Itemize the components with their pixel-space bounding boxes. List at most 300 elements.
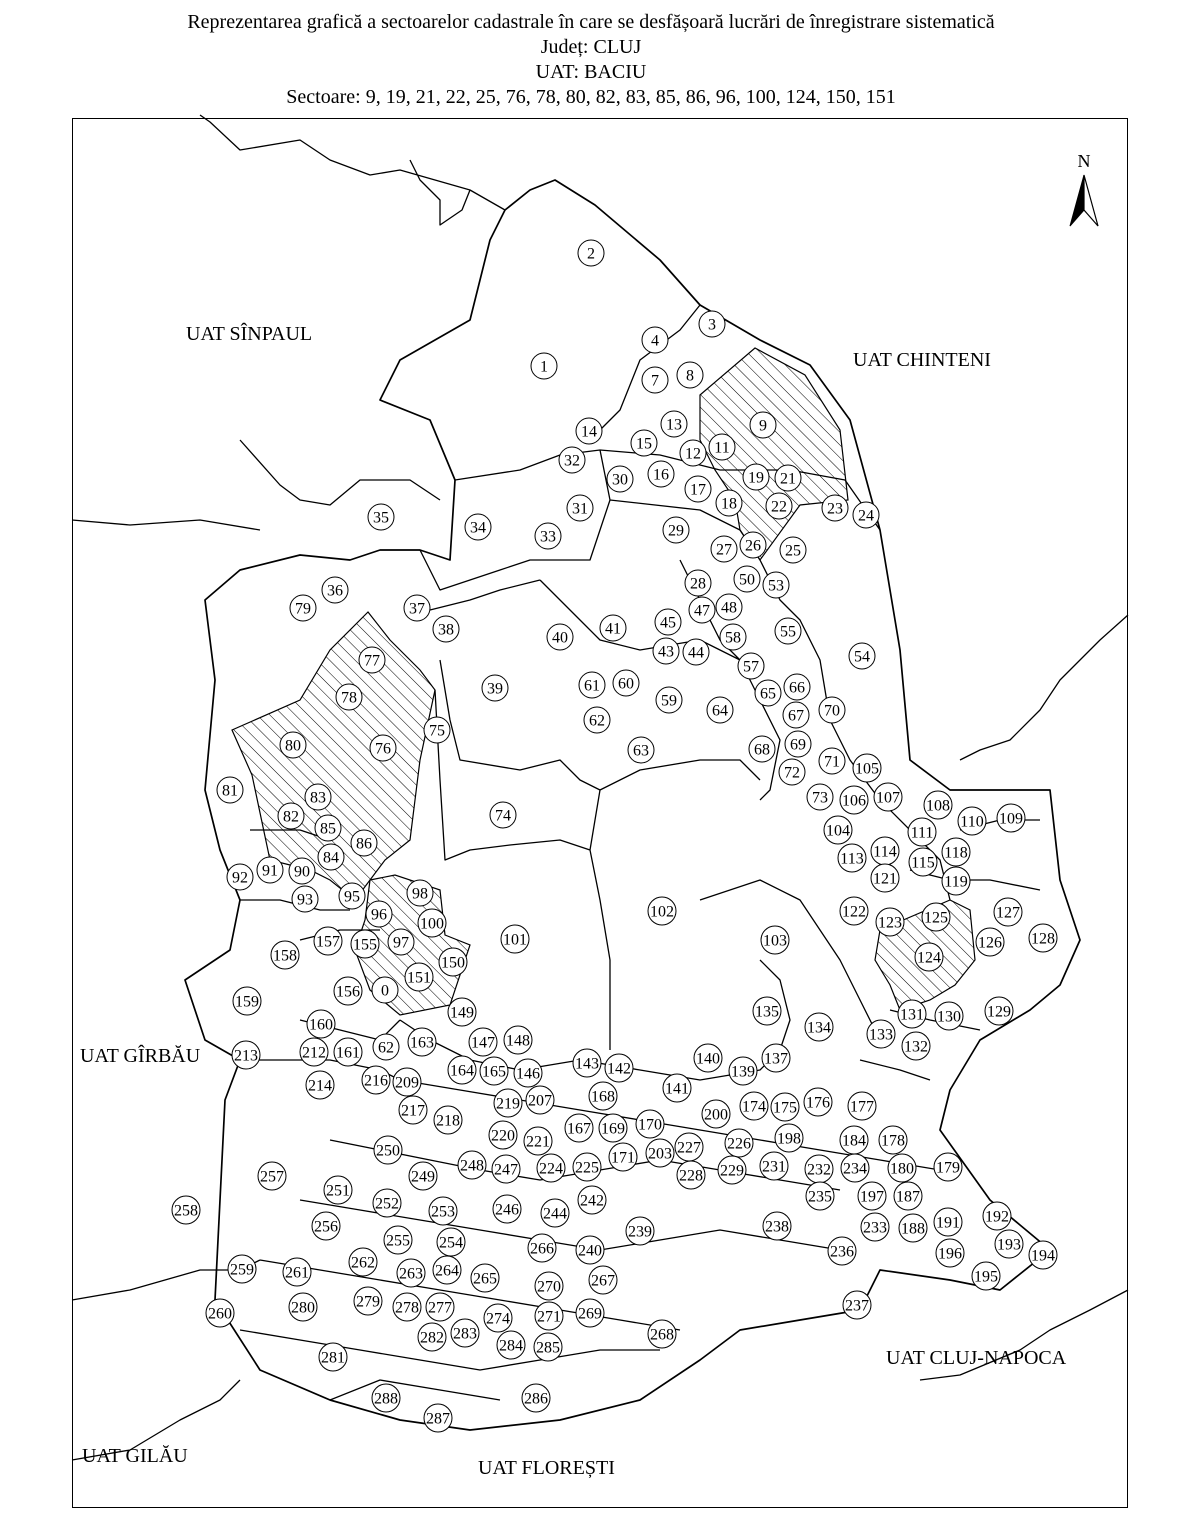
- sector-label: [631, 430, 657, 456]
- sector-label: [1029, 924, 1057, 952]
- sector-number: 252: [375, 1195, 399, 1213]
- sector-number: 95: [344, 888, 360, 906]
- sector-number: 92: [232, 869, 248, 887]
- sector-label: [319, 1343, 347, 1371]
- sector-label: [648, 897, 676, 925]
- sector-label: [314, 927, 342, 955]
- sector-number: 174: [742, 1098, 766, 1116]
- sector-label: [312, 1212, 340, 1240]
- sector-number: 168: [591, 1088, 615, 1106]
- sector-number: 30: [612, 471, 628, 489]
- sector-number: 41: [605, 620, 621, 638]
- sector-label: [493, 1195, 521, 1223]
- sector-label: [775, 618, 801, 644]
- sector-number: 67: [788, 707, 804, 725]
- sector-label: [838, 844, 866, 872]
- sector-number: 102: [650, 903, 674, 921]
- sector-number: 260: [208, 1305, 232, 1323]
- sector-label: [843, 1291, 871, 1319]
- sector-number: 203: [648, 1145, 672, 1163]
- sector-number: 11: [714, 439, 730, 457]
- sector-number: 207: [528, 1092, 552, 1110]
- sector-label: [388, 929, 414, 955]
- sector-label: [433, 1256, 461, 1284]
- sector-label: [766, 493, 792, 519]
- sector-number: 237: [845, 1297, 869, 1315]
- sector-label: [283, 1258, 311, 1286]
- sector-number: 264: [435, 1262, 459, 1280]
- sector-number: 29: [668, 522, 684, 540]
- sector-number: 178: [881, 1132, 905, 1150]
- sector-number: 253: [431, 1203, 455, 1221]
- sector-number: 109: [999, 810, 1023, 828]
- sector-label: [567, 495, 593, 521]
- sector-number: 228: [679, 1167, 703, 1185]
- sector-label: [972, 1262, 1000, 1290]
- sector-number: 234: [843, 1160, 867, 1178]
- sector-number: 28: [690, 575, 706, 593]
- sector-number: 93: [297, 891, 313, 909]
- sector-label: [227, 864, 253, 890]
- sector-number: 65: [760, 685, 776, 703]
- sector-number: 176: [806, 1094, 830, 1112]
- sector-number: 127: [996, 904, 1020, 922]
- sector-number: 129: [987, 1003, 1011, 1021]
- sector-number: 254: [439, 1234, 463, 1252]
- sector-label: [685, 476, 711, 502]
- label-uat-cluj-napoca: UAT CLUJ-NAPOCA: [886, 1347, 1067, 1369]
- sector-number: 159: [235, 993, 259, 1011]
- sector-label: [534, 1333, 562, 1361]
- sector-label: [206, 1299, 234, 1327]
- sector-number: 280: [291, 1299, 315, 1317]
- sector-label: [484, 1304, 512, 1332]
- sector-label: [228, 1255, 256, 1283]
- sector-number: 251: [326, 1182, 350, 1200]
- sector-label: [409, 1162, 437, 1190]
- sector-label: [729, 1057, 757, 1085]
- sector-label: [480, 1057, 508, 1085]
- sector-number: 177: [850, 1098, 874, 1116]
- sector-label: [934, 1208, 962, 1236]
- sector-number: 239: [628, 1223, 652, 1241]
- sector-label: [565, 1114, 593, 1142]
- sector-label: [289, 1293, 317, 1321]
- sector-label: [709, 434, 735, 460]
- sector-label: [393, 1068, 421, 1096]
- sector-number: 150: [441, 954, 465, 972]
- sector-label: [849, 643, 875, 669]
- sector-label: [677, 1161, 705, 1189]
- sector-label: [439, 948, 467, 976]
- sector-number: 70: [824, 702, 840, 720]
- sector-number: 97: [393, 934, 409, 952]
- sector-label: [888, 1154, 916, 1182]
- sector-number: 135: [755, 1003, 779, 1021]
- sector-number: 257: [260, 1168, 284, 1186]
- sector-label: [418, 909, 446, 937]
- sector-label: [306, 1071, 334, 1099]
- sector-label: [535, 1272, 563, 1300]
- sector-number: 250: [376, 1142, 400, 1160]
- sector-number: 108: [926, 797, 950, 815]
- sector-number: 14: [581, 423, 597, 441]
- sector-number: 38: [438, 621, 454, 639]
- sector-number: 247: [494, 1161, 518, 1179]
- sector-number: 137: [764, 1050, 788, 1068]
- sector-number: 282: [420, 1329, 444, 1347]
- sector-label: [743, 464, 769, 490]
- sector-label: [763, 1212, 791, 1240]
- sector-label: [871, 864, 899, 892]
- sector-label: [609, 1143, 637, 1171]
- sector-number: 36: [327, 582, 343, 600]
- sector-label: [482, 675, 508, 701]
- sector-number: 121: [873, 870, 897, 888]
- sector-label: [740, 1092, 768, 1120]
- sector-label: [997, 804, 1025, 832]
- sector-label: [429, 1197, 457, 1225]
- sector-label: [874, 783, 902, 811]
- sector-number: 21: [780, 470, 796, 488]
- sector-label: [292, 886, 318, 912]
- sector-label: [702, 1100, 730, 1128]
- sector-label: [280, 732, 306, 758]
- sector-label: [936, 1239, 964, 1267]
- sector-number: 261: [285, 1264, 309, 1282]
- label-uat-gilau: UAT GILĂU: [82, 1445, 188, 1467]
- label-uat-sinpaul: UAT SÎNPAUL: [186, 323, 313, 345]
- sector-label: [934, 1153, 962, 1181]
- sector-label: [334, 977, 362, 1005]
- sector-label: [494, 1089, 522, 1117]
- sector-number: 62: [378, 1039, 394, 1057]
- sector-label: [958, 807, 986, 835]
- sector-number: 238: [765, 1218, 789, 1236]
- sector-number: 235: [808, 1188, 832, 1206]
- sector-label: [397, 1259, 425, 1287]
- sector-number: 101: [503, 931, 527, 949]
- sector-number: 48: [721, 599, 737, 617]
- sector-number: 100: [420, 915, 444, 933]
- sector-label: [434, 1106, 462, 1134]
- sector-number: 244: [543, 1205, 567, 1223]
- sector-number: 19: [748, 469, 764, 487]
- sector-number: 140: [696, 1050, 720, 1068]
- sector-number: 249: [411, 1168, 435, 1186]
- sector-number: 194: [1031, 1247, 1055, 1265]
- sector-label: [373, 1189, 401, 1217]
- sector-label: [822, 495, 848, 521]
- sector-label: [711, 536, 737, 562]
- sector-label: [172, 1196, 200, 1224]
- sector-number: 224: [539, 1160, 563, 1178]
- sector-number: 209: [395, 1074, 419, 1092]
- sector-label: [804, 1088, 832, 1116]
- sector-number: 219: [496, 1095, 520, 1113]
- sector-number: 271: [537, 1308, 561, 1326]
- sector-number: 0: [381, 982, 389, 1000]
- sector-number: 281: [321, 1349, 345, 1367]
- sector-number: 54: [854, 648, 870, 666]
- sector-number: 118: [944, 844, 968, 862]
- sector-number: 187: [896, 1188, 920, 1206]
- sector-label: [504, 1026, 532, 1054]
- sector-label: [779, 759, 805, 785]
- sector-number: 35: [373, 509, 389, 527]
- sector-label: [738, 653, 764, 679]
- sector-number: 119: [944, 873, 968, 891]
- sector-label: [451, 1319, 479, 1347]
- sector-number: 216: [364, 1072, 388, 1090]
- sector-label: [642, 327, 668, 353]
- sector-label: [716, 490, 742, 516]
- sector-number: 246: [495, 1201, 519, 1219]
- sector-label: [642, 367, 668, 393]
- sector-label: [1029, 1241, 1057, 1269]
- sector-label: [324, 1176, 352, 1204]
- sector-label: [354, 1287, 382, 1315]
- sector-label: [699, 311, 725, 337]
- sector-label: [942, 867, 970, 895]
- sector-number: 40: [552, 629, 568, 647]
- neighbour-line-south-west: [72, 1260, 260, 1460]
- sector-label: [289, 858, 315, 884]
- sector-label: [573, 1049, 601, 1077]
- sector-label: [783, 702, 809, 728]
- sector-number: 175: [773, 1099, 797, 1117]
- sector-label: [677, 362, 703, 388]
- sector-number: 200: [704, 1106, 728, 1124]
- sector-number: 107: [876, 789, 900, 807]
- neighbour-line-east: [845, 480, 1128, 760]
- sector-number: 22: [771, 498, 787, 516]
- sector-label: [648, 461, 674, 487]
- sector-number: 106: [842, 792, 866, 810]
- sector-label: [661, 411, 687, 437]
- sector-label: [663, 1074, 691, 1102]
- sector-number: 151: [407, 969, 431, 987]
- sector-label: [437, 1228, 465, 1256]
- sector-number: 91: [262, 862, 278, 880]
- sector-label: [448, 1056, 476, 1084]
- sector-label: [541, 1199, 569, 1227]
- sector-number: 279: [356, 1293, 380, 1311]
- sector-number: 134: [807, 1019, 831, 1037]
- sector-number: 25: [785, 542, 801, 560]
- sector-number: 258: [174, 1202, 198, 1220]
- sector-label: [750, 412, 776, 438]
- sector-number: 227: [677, 1139, 701, 1157]
- sector-label: [359, 647, 385, 673]
- sector-number: 167: [567, 1120, 591, 1138]
- sector-number: 287: [426, 1410, 450, 1428]
- sector-label: [351, 830, 377, 856]
- sector-number: 263: [399, 1265, 423, 1283]
- sector-label: [526, 1086, 554, 1114]
- sector-number: 15: [636, 435, 652, 453]
- north-arrow-letter: N: [1077, 151, 1091, 171]
- sector-label: [683, 639, 709, 665]
- sector-label: [576, 1299, 604, 1327]
- sector-label: [458, 1151, 486, 1179]
- sector-number: 45: [660, 614, 676, 632]
- sector-label: [858, 1182, 886, 1210]
- sector-number: 193: [997, 1236, 1021, 1254]
- sector-label: [576, 1236, 604, 1264]
- sector-label: [995, 1230, 1023, 1258]
- sector-number: 262: [351, 1254, 375, 1272]
- sector-label: [448, 998, 476, 1026]
- sector-label: [898, 1000, 926, 1028]
- sector-number: 12: [685, 445, 701, 463]
- sector-label: [985, 997, 1013, 1025]
- sector-label: [393, 1293, 421, 1321]
- sector-number: 62: [589, 712, 605, 730]
- sector-label: [605, 1054, 633, 1082]
- sector-label: [217, 777, 243, 803]
- sector-number: 82: [283, 808, 299, 826]
- sector-label: [902, 1032, 930, 1060]
- sector-number: 195: [974, 1268, 998, 1286]
- sector-number: 196: [938, 1245, 962, 1263]
- sector-number: 171: [611, 1149, 635, 1167]
- sector-number: 132: [904, 1038, 928, 1056]
- sector-number: 115: [911, 854, 935, 872]
- sector-number: 155: [353, 936, 377, 954]
- sector-label: [613, 670, 639, 696]
- sector-label: [579, 672, 605, 698]
- sector-label: [418, 1323, 446, 1351]
- sector-label: [840, 786, 868, 814]
- sector-label: [589, 1266, 617, 1294]
- sector-number: 284: [499, 1337, 523, 1355]
- sector-number: 75: [429, 722, 445, 740]
- sector-label: [871, 837, 899, 865]
- sector-label: [740, 532, 766, 558]
- sector-number: 179: [936, 1159, 960, 1177]
- sector-number: 60: [618, 675, 634, 693]
- sector-label: [370, 735, 396, 761]
- sector-number: 31: [572, 500, 588, 518]
- sector-label: [707, 697, 733, 723]
- sector-number: 77: [364, 652, 380, 670]
- sector-number: 130: [937, 1008, 961, 1026]
- sector-number: 123: [878, 914, 902, 932]
- sector-number: 225: [575, 1159, 599, 1177]
- sector-label: [771, 1093, 799, 1121]
- sector-label: [763, 572, 789, 598]
- sector-number: 53: [768, 577, 784, 595]
- sector-label: [465, 514, 491, 540]
- sector-label: [528, 1234, 556, 1262]
- sector-number: 131: [900, 1006, 924, 1024]
- sector-label: [514, 1059, 542, 1087]
- sector-label: [271, 941, 299, 969]
- sector-label: [315, 815, 341, 841]
- sector-label: [578, 1186, 606, 1214]
- sector-number: 160: [309, 1016, 333, 1034]
- sector-label: [853, 754, 881, 782]
- sector-number: 269: [578, 1305, 602, 1323]
- sector-number: 98: [412, 885, 428, 903]
- sector-number: 286: [524, 1390, 548, 1408]
- sector-label: [656, 687, 682, 713]
- sector-number: 111: [910, 824, 934, 842]
- north-arrow-icon: [1070, 175, 1084, 226]
- sector-number: 7: [651, 372, 659, 390]
- sector-number: 265: [473, 1270, 497, 1288]
- sector-number: 66: [789, 679, 805, 697]
- sector-label: [407, 880, 433, 906]
- sector-number: 283: [453, 1325, 477, 1343]
- sector-label: [762, 1044, 790, 1072]
- sector-label: [366, 901, 392, 927]
- sector-label: [805, 1013, 833, 1041]
- sector-number: 24: [858, 507, 874, 525]
- sector-label: [922, 903, 950, 931]
- sector-number: 217: [401, 1102, 425, 1120]
- sector-label: [469, 1028, 497, 1056]
- sector-number: 142: [607, 1060, 631, 1078]
- sector-label: [680, 440, 706, 466]
- sectors-line: Sectoare: 9, 19, 21, 22, 25, 76, 78, 80, 82, 83, 85, 86, 96, 100, 124, 150, 151: [286, 86, 896, 108]
- sector-number: 73: [812, 789, 828, 807]
- label-uat-girbau: UAT GÎRBĂU: [80, 1045, 201, 1067]
- sector-label: [339, 883, 365, 909]
- sector-number: 242: [580, 1192, 604, 1210]
- sector-number: 163: [410, 1034, 434, 1052]
- sector-number: 74: [495, 807, 511, 825]
- sector-label: [761, 926, 789, 954]
- sector-number: 220: [491, 1127, 515, 1145]
- sector-label: [653, 638, 679, 664]
- sector-label: [626, 1217, 654, 1245]
- sector-label: [942, 838, 970, 866]
- sector-label: [848, 1092, 876, 1120]
- sector-label: [318, 844, 344, 870]
- sector-label: [780, 537, 806, 563]
- sector-label: [501, 925, 529, 953]
- sector-number: 57: [743, 658, 759, 676]
- sector-label: [924, 791, 952, 819]
- sector-label: [819, 697, 845, 723]
- sector-number: 288: [374, 1390, 398, 1408]
- sector-label: [935, 1002, 963, 1030]
- sector-label: [725, 1129, 753, 1157]
- sector-label: [535, 523, 561, 549]
- sector-number: 34: [470, 519, 486, 537]
- sector-label: [648, 1320, 676, 1348]
- sector-label: [404, 595, 430, 621]
- sector-label: [535, 1302, 563, 1330]
- sector-number: 23: [827, 500, 843, 518]
- sector-label: [840, 897, 868, 925]
- sector-label: [915, 943, 943, 971]
- sector-label: [753, 997, 781, 1025]
- sector-label: [349, 1248, 377, 1276]
- sector-label: [336, 684, 362, 710]
- sector-number: 27: [716, 541, 732, 559]
- sector-label: [879, 1126, 907, 1154]
- sector-number: 9: [759, 417, 767, 435]
- sector-number: 13: [666, 416, 682, 434]
- sector-number: 139: [731, 1063, 755, 1081]
- sector-number: 104: [826, 822, 850, 840]
- sector-number: 148: [506, 1032, 530, 1050]
- sector-label: [876, 908, 904, 936]
- sector-label: [589, 1082, 617, 1110]
